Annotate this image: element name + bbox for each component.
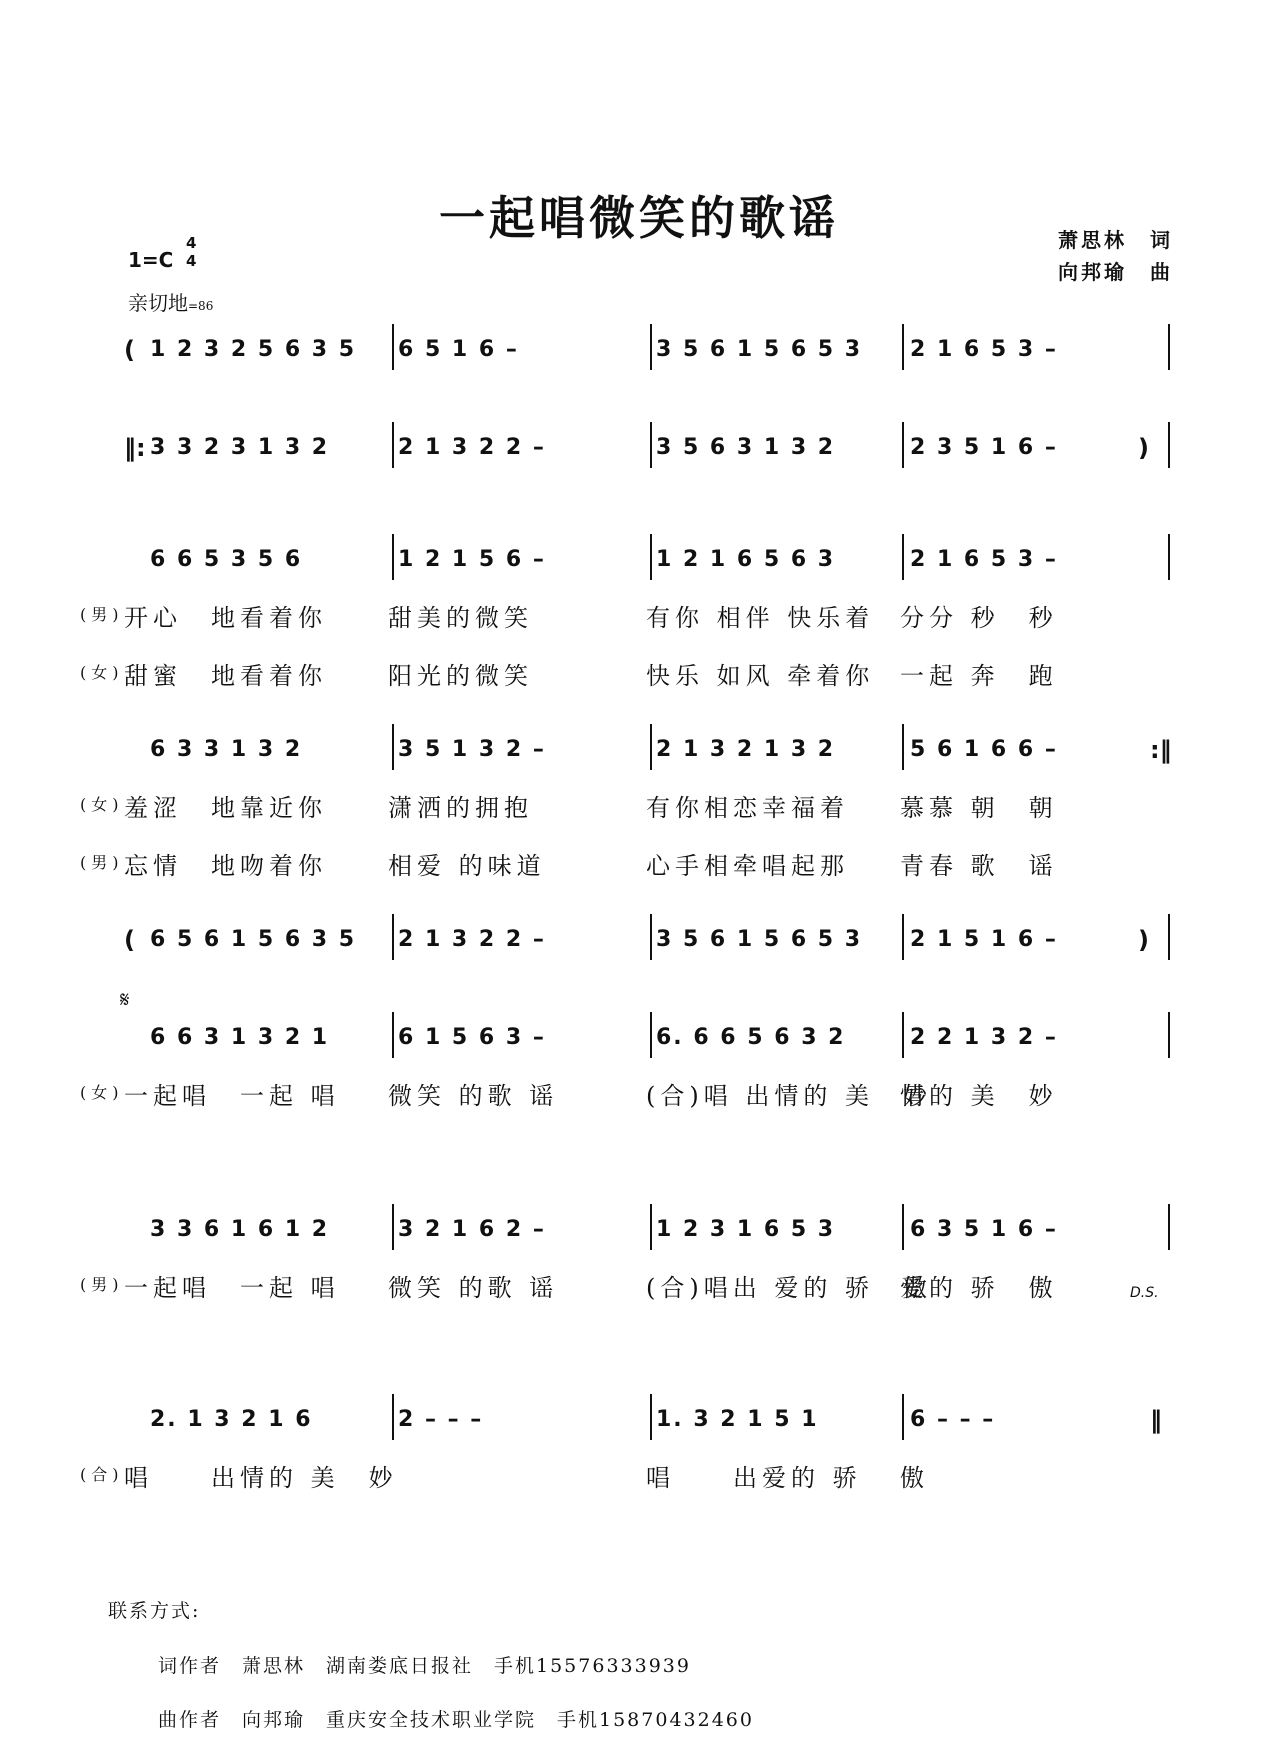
barline — [902, 534, 904, 580]
lyric-segment: 一起 奔 跑 — [900, 662, 1058, 690]
measure: 3 3 2 3 1 3 2 — [150, 435, 330, 460]
measure: 2 1 6 5 3 – — [910, 337, 1058, 362]
barline — [650, 724, 652, 770]
ds-marking: D.S. — [1130, 1285, 1159, 1301]
lyric-segment: 微笑 的歌 谣 — [388, 1274, 559, 1302]
measure: 3 5 6 1 5 6 5 3 — [656, 927, 863, 952]
measure: 2 2 1 3 2 – — [910, 1025, 1058, 1050]
measure: 1. 3 2 1 5 1 — [656, 1407, 819, 1432]
measure: 6. 6 6 5 6 3 2 — [656, 1025, 846, 1050]
lyric-segment: (合)唱 出情的 美 妙 — [646, 1082, 932, 1110]
lyric-segment: 微笑 的歌 谣 — [388, 1082, 559, 1110]
measure: 2 – – – — [398, 1407, 484, 1432]
lyric-segment: 唱 出情的 美 妙 — [124, 1464, 398, 1492]
barline — [650, 1394, 652, 1440]
lyric-segment: 快乐 如风 牵着你 — [646, 662, 875, 690]
barline — [392, 324, 394, 370]
lyric-segment: 傲 — [900, 1464, 929, 1492]
system-close-mark: :‖ — [1150, 736, 1172, 764]
voice-label: (女) — [80, 663, 124, 682]
measure: 2 1 5 1 6 – — [910, 927, 1058, 952]
lyric-segment: (合)唱出 爱的 骄 傲 — [646, 1274, 932, 1302]
barline — [1168, 914, 1170, 960]
lyric-segment: 开心 地看着你 — [124, 604, 327, 632]
measure: 5 6 1 6 6 – — [910, 737, 1058, 762]
lyric-segment: 相爱 的味道 — [388, 852, 546, 880]
notation-line — [120, 1210, 1178, 1250]
tempo-marking — [128, 287, 213, 316]
contact-line-lyricist: 词作者 萧思林 湖南娄底日报社 手机15576333939 — [158, 1655, 691, 1677]
notation-line — [120, 428, 1178, 468]
system-open-mark: ( — [124, 336, 135, 364]
lyric-segment: 有你相恋幸福着 — [646, 794, 849, 822]
barline — [650, 324, 652, 370]
barline — [392, 724, 394, 770]
lyric-segment: 忘情 地吻着你 — [124, 852, 327, 880]
barline — [650, 1204, 652, 1250]
lyric-segment: 青春 歌 谣 — [900, 852, 1058, 880]
measure: 3 5 1 3 2 – — [398, 737, 546, 762]
barline — [650, 914, 652, 960]
measure: 3 5 6 3 1 3 2 — [656, 435, 836, 460]
lyric-segment: 爱的 骄 傲 — [900, 1274, 1058, 1302]
measure: 1 2 1 5 6 – — [398, 547, 546, 572]
barline — [392, 422, 394, 468]
barline — [392, 914, 394, 960]
measure: 2. 1 3 2 1 6 — [150, 1407, 313, 1432]
lyric-segment: 分分 秒 秒 — [900, 604, 1058, 632]
lyric-segment: 唱 出爱的 骄 — [646, 1464, 891, 1492]
voice-label: (合) — [80, 1465, 124, 1484]
system-open-mark: ‖: — [124, 434, 146, 462]
system-close-mark: ‖ — [1150, 1406, 1162, 1434]
lyric-segment: 潇洒的拥抱 — [388, 794, 533, 822]
measure: 6 – – – — [910, 1407, 996, 1432]
measure: 2 1 3 2 2 – — [398, 927, 546, 952]
lyric-segment: 一起唱 一起 唱 — [124, 1274, 340, 1302]
lyric-segment: 羞涩 地靠近你 — [124, 794, 327, 822]
time-signature-bottom: 4 — [186, 252, 197, 270]
measure: 2 1 3 2 1 3 2 — [656, 737, 836, 762]
barline — [1168, 1012, 1170, 1058]
time-signature-top: 4 — [186, 234, 197, 252]
lyricist-credit: 萧思林 词 — [1058, 228, 1173, 252]
contact-heading: 联系方式: — [108, 1600, 201, 1622]
segno-sign: 𝄋 — [120, 988, 130, 1013]
lyric-segment: 有你 相伴 快乐着 — [646, 604, 875, 632]
measure: 6 5 6 1 5 6 3 5 — [150, 927, 357, 952]
measure: 3 2 1 6 2 – — [398, 1217, 546, 1242]
barline — [902, 1012, 904, 1058]
measure: 6 5 1 6 – — [398, 337, 519, 362]
song-title: 一起唱微笑的歌谣 — [439, 191, 839, 245]
voice-label: (男) — [80, 1275, 124, 1294]
barline — [1168, 534, 1170, 580]
notation-line — [120, 920, 1178, 960]
measure: 6 3 5 1 6 – — [910, 1217, 1058, 1242]
barline — [902, 422, 904, 468]
voice-label: (女) — [80, 795, 124, 814]
barline — [1168, 422, 1170, 468]
measure: 3 3 6 1 6 1 2 — [150, 1217, 330, 1242]
barline — [650, 1012, 652, 1058]
notation-line — [120, 730, 1178, 770]
barline — [650, 534, 652, 580]
lyric-segment: 情的 美 妙 — [900, 1082, 1058, 1110]
system-close-mark: ) — [1138, 926, 1149, 954]
barline — [392, 1204, 394, 1250]
contact-line-composer: 曲作者 向邦瑜 重庆安全技术职业学院 手机15870432460 — [158, 1709, 754, 1731]
barline — [1168, 324, 1170, 370]
lyric-segment: 一起唱 一起 唱 — [124, 1082, 340, 1110]
system-open-mark: ( — [124, 926, 135, 954]
measure: 1 2 3 2 5 6 3 5 — [150, 337, 357, 362]
key-signature: 1=C — [128, 248, 174, 272]
lyric-segment: 慕慕 朝 朝 — [900, 794, 1058, 822]
measure: 6 3 3 1 3 2 — [150, 737, 303, 762]
tempo-word: 亲切地 — [128, 291, 188, 315]
notation-line — [120, 330, 1178, 370]
lyric-segment: 甜蜜 地看着你 — [124, 662, 327, 690]
barline — [650, 422, 652, 468]
lyric-segment: 甜美的微笑 — [388, 604, 533, 632]
lyric-segment: 心手相牵唱起那 — [646, 852, 849, 880]
measure: 1 2 1 6 5 6 3 — [656, 547, 836, 572]
voice-label: (男) — [80, 605, 124, 624]
barline — [392, 534, 394, 580]
measure: 6 6 5 3 5 6 — [150, 547, 303, 572]
voice-label: (男) — [80, 853, 124, 872]
measure: 2 1 6 5 3 – — [910, 547, 1058, 572]
measure: 1 2 3 1 6 5 3 — [656, 1217, 836, 1242]
measure: 3 5 6 1 5 6 5 3 — [656, 337, 863, 362]
voice-label: (女) — [80, 1083, 124, 1102]
system-close-mark: ) — [1138, 434, 1149, 462]
barline — [902, 324, 904, 370]
barline — [902, 1394, 904, 1440]
time-signature — [186, 234, 196, 270]
measure: 2 1 3 2 2 – — [398, 435, 546, 460]
barline — [902, 724, 904, 770]
notation-line — [120, 1400, 1178, 1440]
barline — [392, 1012, 394, 1058]
barline — [902, 914, 904, 960]
tempo-bpm: =86 — [188, 299, 214, 313]
measure: 2 3 5 1 6 – — [910, 435, 1058, 460]
measure: 6 1 5 6 3 – — [398, 1025, 546, 1050]
measure: 6 6 3 1 3 2 1 — [150, 1025, 330, 1050]
barline — [1168, 1204, 1170, 1250]
barline — [392, 1394, 394, 1440]
composer-credit: 向邦瑜 曲 — [1058, 260, 1173, 284]
notation-line — [120, 1018, 1178, 1058]
barline — [902, 1204, 904, 1250]
notation-line — [120, 540, 1178, 580]
lyric-segment: 阳光的微笑 — [388, 662, 533, 690]
